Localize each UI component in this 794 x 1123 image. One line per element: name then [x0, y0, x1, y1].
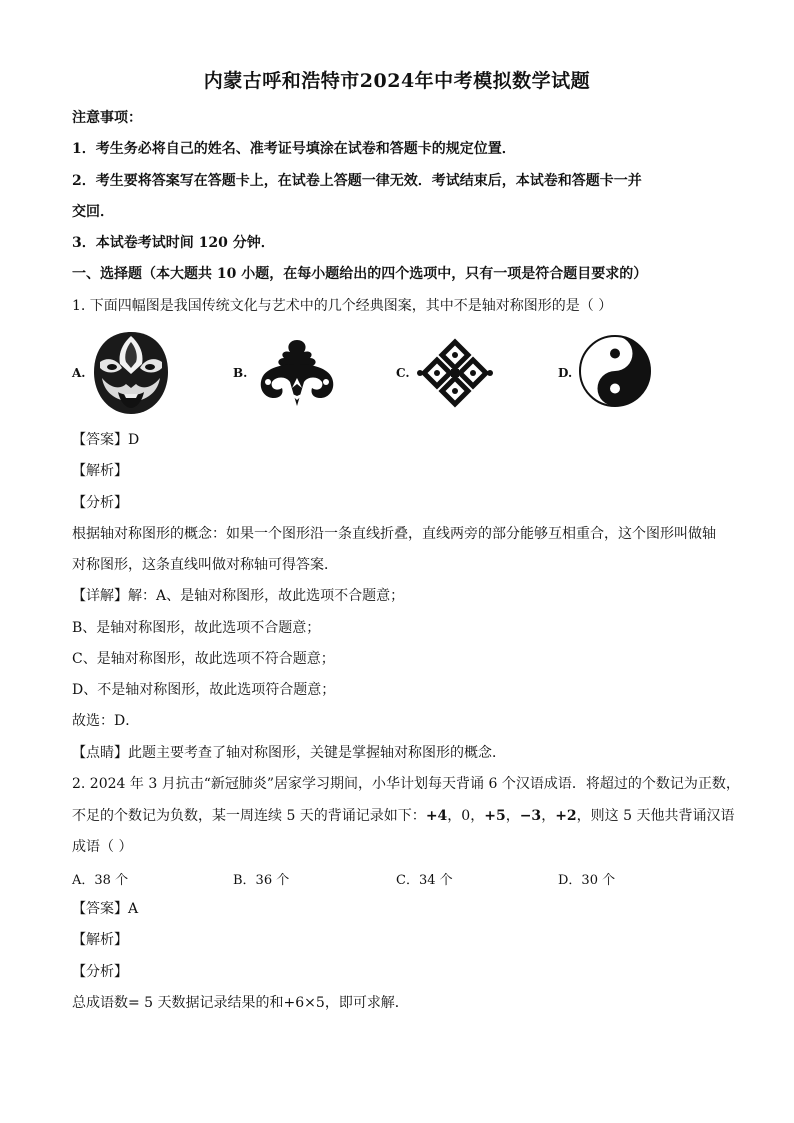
notice-item-1: 1．考生务必将自己的姓名、准考证号填涂在试卷和答题卡的规定位置．: [72, 141, 516, 157]
notice-header: 注意事项：: [72, 110, 142, 126]
section-heading: 一、选择题（本大题共 10 小题，在每小题给出的四个选项中，只有一项是符合题目要求的）: [72, 266, 648, 282]
notice-item-2: 2．考生要将答案写在答题卡上，在试卷上答题一律无效．考试结束后，本试卷和答题卡一并: [72, 173, 642, 189]
q2-record-sep: ，: [447, 808, 462, 824]
q2-record-sep: ，: [505, 808, 520, 824]
q1-stem: 1. 下面四幅图是我国传统文化与艺术中的几个经典图案，其中不是轴对称图形的是（ ）: [72, 298, 613, 314]
q2-jiexi: 【解析】: [72, 932, 128, 948]
q2-choice-d: D．30 个: [558, 873, 616, 888]
notice-item-2-cont: 交回．: [72, 204, 114, 220]
q1-detail-line-3: C、是轴对称图形，故此选项不符合题意；: [72, 651, 335, 667]
q1-detail-line-1: 【详解】解：A、是轴对称图形，故此选项不合题意；: [72, 588, 405, 604]
q1-jiexi: 【解析】: [72, 463, 128, 479]
q2-stem-line-3: 成语（ ）: [72, 839, 133, 855]
q1-analysis-line-1: 根据轴对称图形的概念：如果一个图形沿一条直线折叠，直线两旁的部分能够互相重合，这个图形叫做轴: [72, 526, 716, 542]
q2-choice-c: C．34 个: [396, 873, 453, 888]
knot-pattern-icon: [416, 336, 494, 410]
opera-mask-icon: [90, 330, 172, 416]
q1-option-a-label: A.: [72, 366, 86, 380]
q2-record-3: +5: [484, 808, 506, 824]
notice-item-3: 3．本试卷考试时间 120 分钟．: [72, 235, 275, 251]
q1-option-d-label: D.: [558, 366, 573, 380]
q2-record-1: +4: [425, 808, 448, 824]
q2-stem-suffix: ，则这 5 天他共背诵汉语: [576, 808, 735, 824]
q1-detail-line-4: D、不是轴对称图形，故此选项符合题意；: [72, 682, 336, 698]
q1-option-b-label: B.: [233, 366, 248, 380]
q1-analysis-line-2: 对称图形，这条直线叫做对称轴可得答案．: [72, 557, 338, 573]
q2-record-5: +2: [555, 808, 577, 824]
q2-record-sep: ，: [470, 808, 485, 824]
q2-answer: 【答案】A: [72, 901, 139, 917]
q1-option-c-label: C.: [396, 366, 410, 380]
q1-comment: 【点睛】此题主要考查了轴对称图形，关键是掌握轴对称图形的概念．: [72, 745, 506, 761]
q2-record-2: 0: [461, 808, 471, 824]
yin-yang-icon: [578, 334, 652, 408]
q2-stem-prefix: 不足的个数记为负数，某一周连续 5 天的背诵记录如下：: [72, 808, 426, 824]
q2-choice-a: A．38 个: [72, 873, 129, 888]
q1-detail-line-2: B、是轴对称图形，故此选项不合题意；: [72, 620, 321, 636]
q2-record-4: −3: [519, 808, 542, 824]
q2-stem-line-1: 2. 2024 年 3 月抗击“新冠肺炎”居家学习期间，小华计划每天背诵 6 个汉语成语．将超过的个数记为正数，: [72, 776, 740, 792]
page-title: 内蒙古呼和浩特市2024年中考模拟数学试题: [203, 70, 591, 92]
q1-detail-line-5: 故选：D．: [72, 713, 140, 729]
q2-analysis: 总成语数= 5 天数据记录结果的和+6×5，即可求解．: [72, 995, 409, 1011]
q1-answer: 【答案】D: [72, 432, 140, 448]
q2-choice-b: B．36 个: [233, 873, 290, 888]
q2-fenxi: 【分析】: [72, 964, 128, 980]
q2-record-sep: ，: [541, 808, 556, 824]
q1-fenxi: 【分析】: [72, 495, 128, 511]
q2-stem-line-2: [72, 806, 735, 826]
ornament-icon: [254, 336, 340, 410]
